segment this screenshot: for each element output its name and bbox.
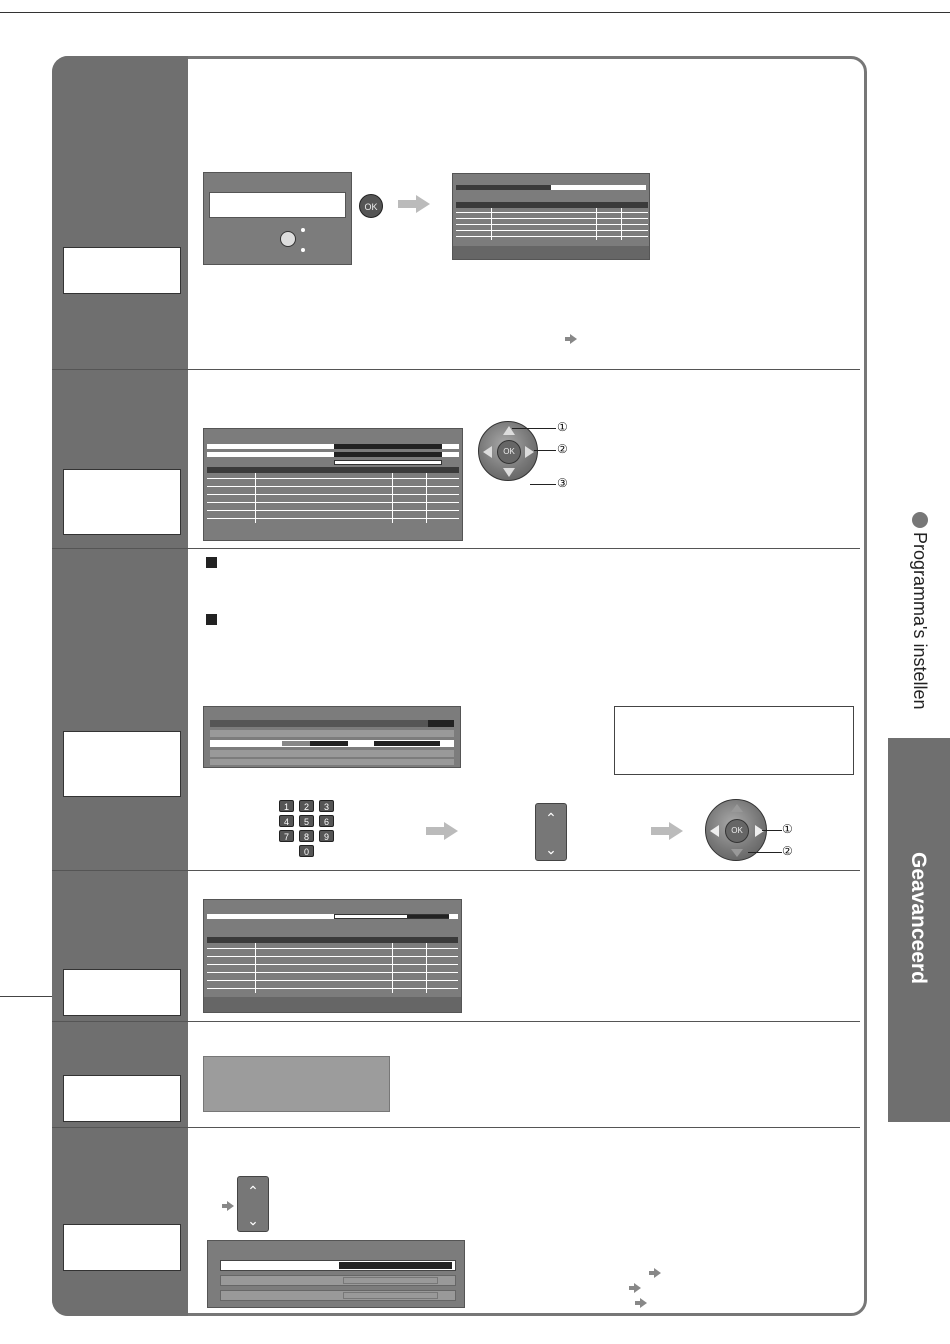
pointer-line [0, 996, 52, 997]
table-column-line [426, 473, 427, 523]
section-label: Programma's instellen [910, 532, 930, 710]
channel-list-screen [452, 173, 650, 260]
progress-fill [407, 915, 449, 918]
section-divider [52, 369, 860, 370]
ok-button-icon: OK [359, 194, 383, 218]
settings-value [343, 1277, 438, 1284]
dot-icon [301, 228, 305, 232]
step-label-box-3 [63, 731, 181, 797]
callout-line [762, 830, 782, 831]
tv-dialog-screen [203, 172, 352, 265]
callout-2: ② [557, 442, 568, 456]
callout-1: ① [557, 420, 568, 434]
setting-value-bar [334, 452, 442, 457]
up-down-button-icon [237, 1176, 269, 1232]
table-row [207, 478, 459, 479]
table-row [456, 224, 648, 225]
up-down-button-icon [535, 803, 567, 861]
table-row [207, 972, 458, 973]
dpad-left-icon [710, 825, 719, 837]
edit-header-badge [428, 720, 454, 727]
table-row [207, 518, 459, 519]
table-column-line [426, 943, 427, 993]
table-row [207, 948, 458, 949]
next-arrow-icon [669, 822, 683, 840]
chevron-up-icon: ⌃ [545, 810, 557, 826]
numkey-0: 0 [299, 845, 314, 857]
table-row [207, 502, 459, 503]
section-bullet-icon [912, 512, 928, 528]
section-divider [52, 870, 860, 871]
dialog-message-box [209, 192, 346, 218]
chevron-down-icon: ⌃ [545, 841, 557, 857]
numkey-8: 8 [299, 830, 314, 842]
table-row [207, 510, 459, 511]
step-label-box-6 [63, 1224, 181, 1271]
callout-line [534, 450, 556, 451]
callout-line [530, 484, 556, 485]
edit-row [210, 730, 454, 737]
dot-icon [301, 248, 305, 252]
chevron-up-icon: ⌃ [247, 1183, 259, 1199]
table-row [207, 486, 459, 487]
table-column-line [596, 208, 597, 240]
channel-edit-screen [203, 706, 461, 768]
reference-arrow-icon [634, 1283, 641, 1293]
edit-field [374, 741, 440, 746]
setting-value-bar [334, 444, 442, 449]
table-row [456, 212, 648, 213]
edit-field-cursor [282, 741, 310, 746]
progress-fill [456, 185, 551, 190]
next-arrow-icon [444, 822, 458, 840]
setting-value-bar [334, 460, 442, 465]
table-row [456, 230, 648, 231]
numkey-6: 6 [319, 815, 334, 827]
reference-arrow-icon [570, 334, 577, 344]
dpad-ok-icon: OK [497, 440, 521, 464]
reference-arrow-icon [640, 1298, 647, 1308]
section-divider [52, 548, 860, 549]
dpad-left-icon [483, 446, 492, 458]
screen-footer [453, 246, 649, 259]
callout-line [748, 852, 782, 853]
section-divider [52, 1127, 860, 1128]
edit-row [210, 759, 454, 765]
step-label-box-5 [63, 1075, 181, 1122]
bullet-square-icon [206, 614, 217, 625]
settings-value [343, 1292, 438, 1299]
chevron-down-icon: ⌃ [247, 1212, 259, 1228]
table-row [456, 236, 648, 237]
reference-arrow-icon [654, 1268, 661, 1278]
step-label-box-1 [63, 247, 181, 294]
manual-tuning-screen [203, 428, 463, 541]
callout-1: ① [782, 822, 793, 836]
edit-row [210, 750, 454, 757]
table-row [207, 956, 458, 957]
step-label-box-4 [63, 969, 181, 1016]
message-panel [203, 1056, 390, 1112]
dpad-right-icon [755, 825, 764, 837]
search-progress-screen [203, 899, 462, 1013]
table-row [207, 988, 458, 989]
numkey-5: 5 [299, 815, 314, 827]
numkey-9: 9 [319, 830, 334, 842]
numkey-3: 3 [319, 800, 334, 812]
table-header [456, 202, 648, 208]
settings-value [339, 1262, 452, 1269]
table-column-line [255, 473, 256, 523]
table-column-line [392, 473, 393, 523]
section-divider [52, 1021, 860, 1022]
top-rule [0, 12, 950, 13]
table-column-line [621, 208, 622, 240]
edit-header-row [210, 720, 454, 727]
screen-footer [204, 997, 461, 1012]
settings-screen [207, 1240, 465, 1308]
numkey-2: 2 [299, 800, 314, 812]
table-header [207, 467, 459, 473]
next-arrow-icon [416, 195, 430, 213]
table-row [207, 494, 459, 495]
numkey-1: 1 [279, 800, 294, 812]
dpad-down-icon [503, 468, 515, 477]
table-column-line [255, 943, 256, 993]
dpad-up-icon [731, 804, 743, 812]
step-label-box-2 [63, 469, 181, 535]
table-row [207, 980, 458, 981]
table-column-line [392, 943, 393, 993]
category-label: Geavanceerd [907, 852, 930, 984]
note-box [614, 706, 854, 775]
reference-arrow-icon [227, 1201, 234, 1211]
table-row [456, 218, 648, 219]
dpad-right-icon [525, 446, 534, 458]
table-row [207, 964, 458, 965]
callout-2: ② [782, 844, 793, 858]
cursor-pad-icon [280, 231, 296, 247]
numkey-7: 7 [279, 830, 294, 842]
dpad-icon [478, 421, 538, 481]
table-column-line [491, 208, 492, 240]
numkey-4: 4 [279, 815, 294, 827]
bullet-square-icon [206, 557, 217, 568]
dpad-ok-icon: OK [725, 819, 749, 843]
callout-3: ③ [557, 476, 568, 490]
dpad-down-icon [731, 849, 743, 857]
callout-line [512, 428, 556, 429]
table-header [207, 937, 458, 943]
